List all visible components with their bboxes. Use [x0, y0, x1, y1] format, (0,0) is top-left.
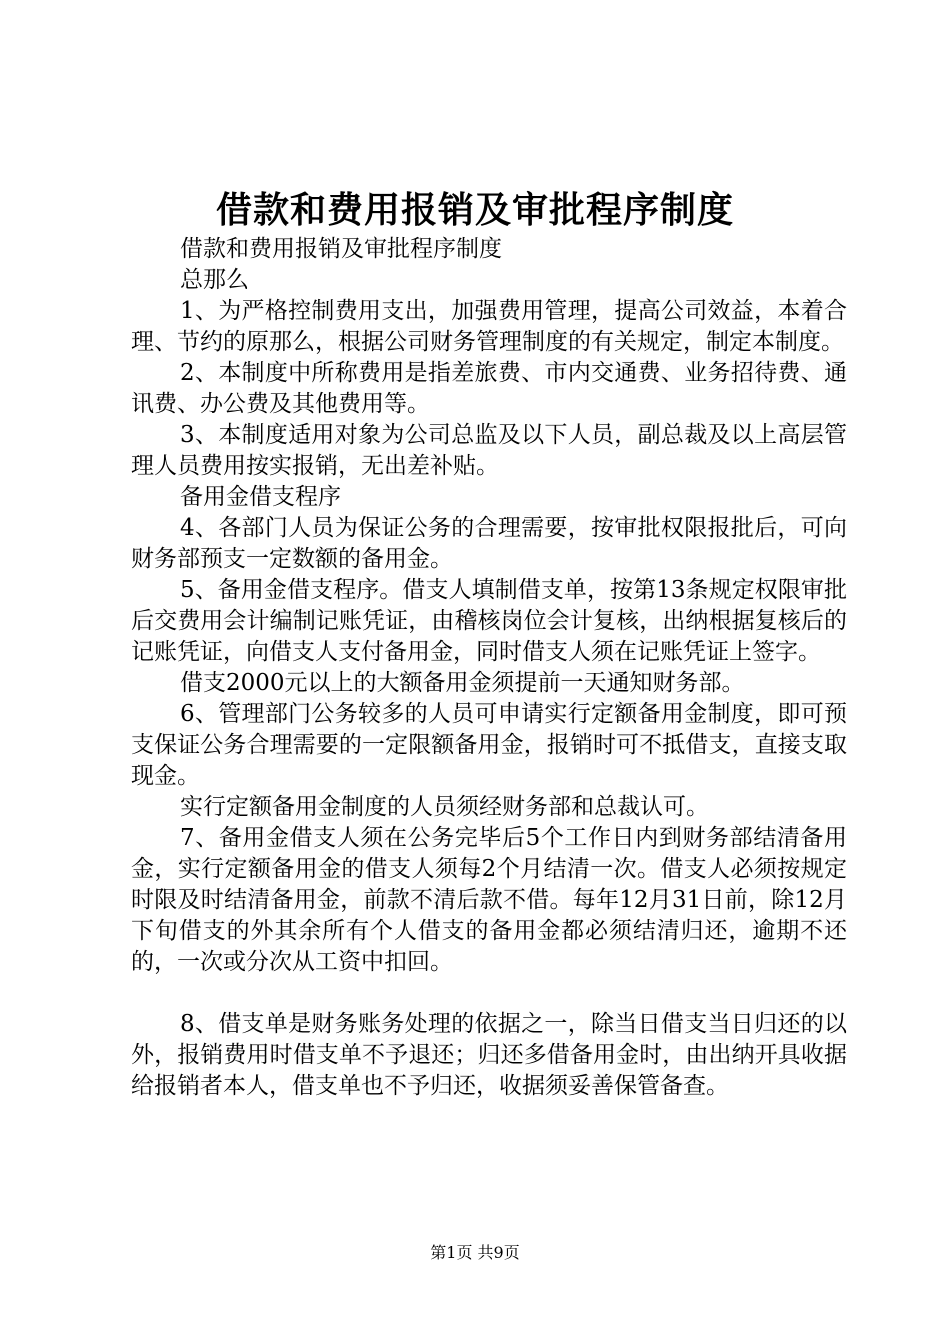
paragraph-clause-5: 5、备用金借支程序。借支人填制借支单，按第13条规定权限审批后交费用会计编制记账凭证，由稽核岗位会计复核，出纳根据复核后的记账凭证，向借支人支付备用金，同时借支人须在记账凭证上签字。: [131, 577, 847, 665]
paragraph-clause-2: 2、本制度中所称费用是指差旅费、市内交通费、业务招待费、通讯费、办公费及其他费用等。: [131, 360, 847, 417]
paragraph-clause-6-note: 实行定额备用金制度的人员须经财务部和总裁认可。: [180, 794, 709, 820]
page-indicator: 第1页 共9页: [430, 1243, 520, 1262]
paragraph-clause-7: 7、备用金借支人须在公务完毕后5个工作日内到财务部结清备用金，实行定额备用金的借支人须每2个月结清一次。借支人必须按规定时限及时结清备用金，前款不清后款不借。每年12月31日前，除12月下旬借支的外其余所有个人借支的备用金都必须结清归还，逾期不还的，一次或分次从工资中扣回。: [131, 825, 847, 975]
paragraph-clause-5-note: 借支2000元以上的大额备用金须提前一天通知财务部。: [180, 670, 745, 696]
document-body: [131, 234, 847, 1102]
section-heading-general: 总那么: [180, 267, 249, 293]
paragraph-clause-3: 3、本制度适用对象为公司总监及以下人员，副总裁及以上高层管理人员费用按实报销，无出差补贴。: [131, 422, 847, 479]
paragraph-clause-1: 1、为严格控制费用支出，加强费用管理，提高公司效益，本着合理、节约的原那么，根据公司财务管理制度的有关规定，制定本制度。: [131, 298, 847, 355]
paragraph-clause-6: 6、管理部门公务较多的人员可申请实行定额备用金制度，即可预支保证公务合理需要的一定限额备用金，报销时可不抵借支，直接支取现金。: [131, 701, 847, 789]
paragraph-subtitle: 借款和费用报销及审批程序制度: [180, 236, 502, 262]
section-heading-petty-cash: 备用金借支程序: [180, 484, 341, 510]
paragraph-clause-4: 4、各部门人员为保证公务的合理需要，按审批权限报批后，可向财务部预支一定数额的备用金。: [131, 515, 847, 572]
paragraph-clause-8: 8、借支单是财务账务处理的依据之一，除当日借支当日归还的以外，报销费用时借支单不予退还；归还多借备用金时，由出纳开具收据给报销者本人，借支单也不予归还，收据须妥善保管备查。: [131, 1011, 847, 1099]
document-title: 借款和费用报销及审批程序制度: [215, 189, 734, 231]
